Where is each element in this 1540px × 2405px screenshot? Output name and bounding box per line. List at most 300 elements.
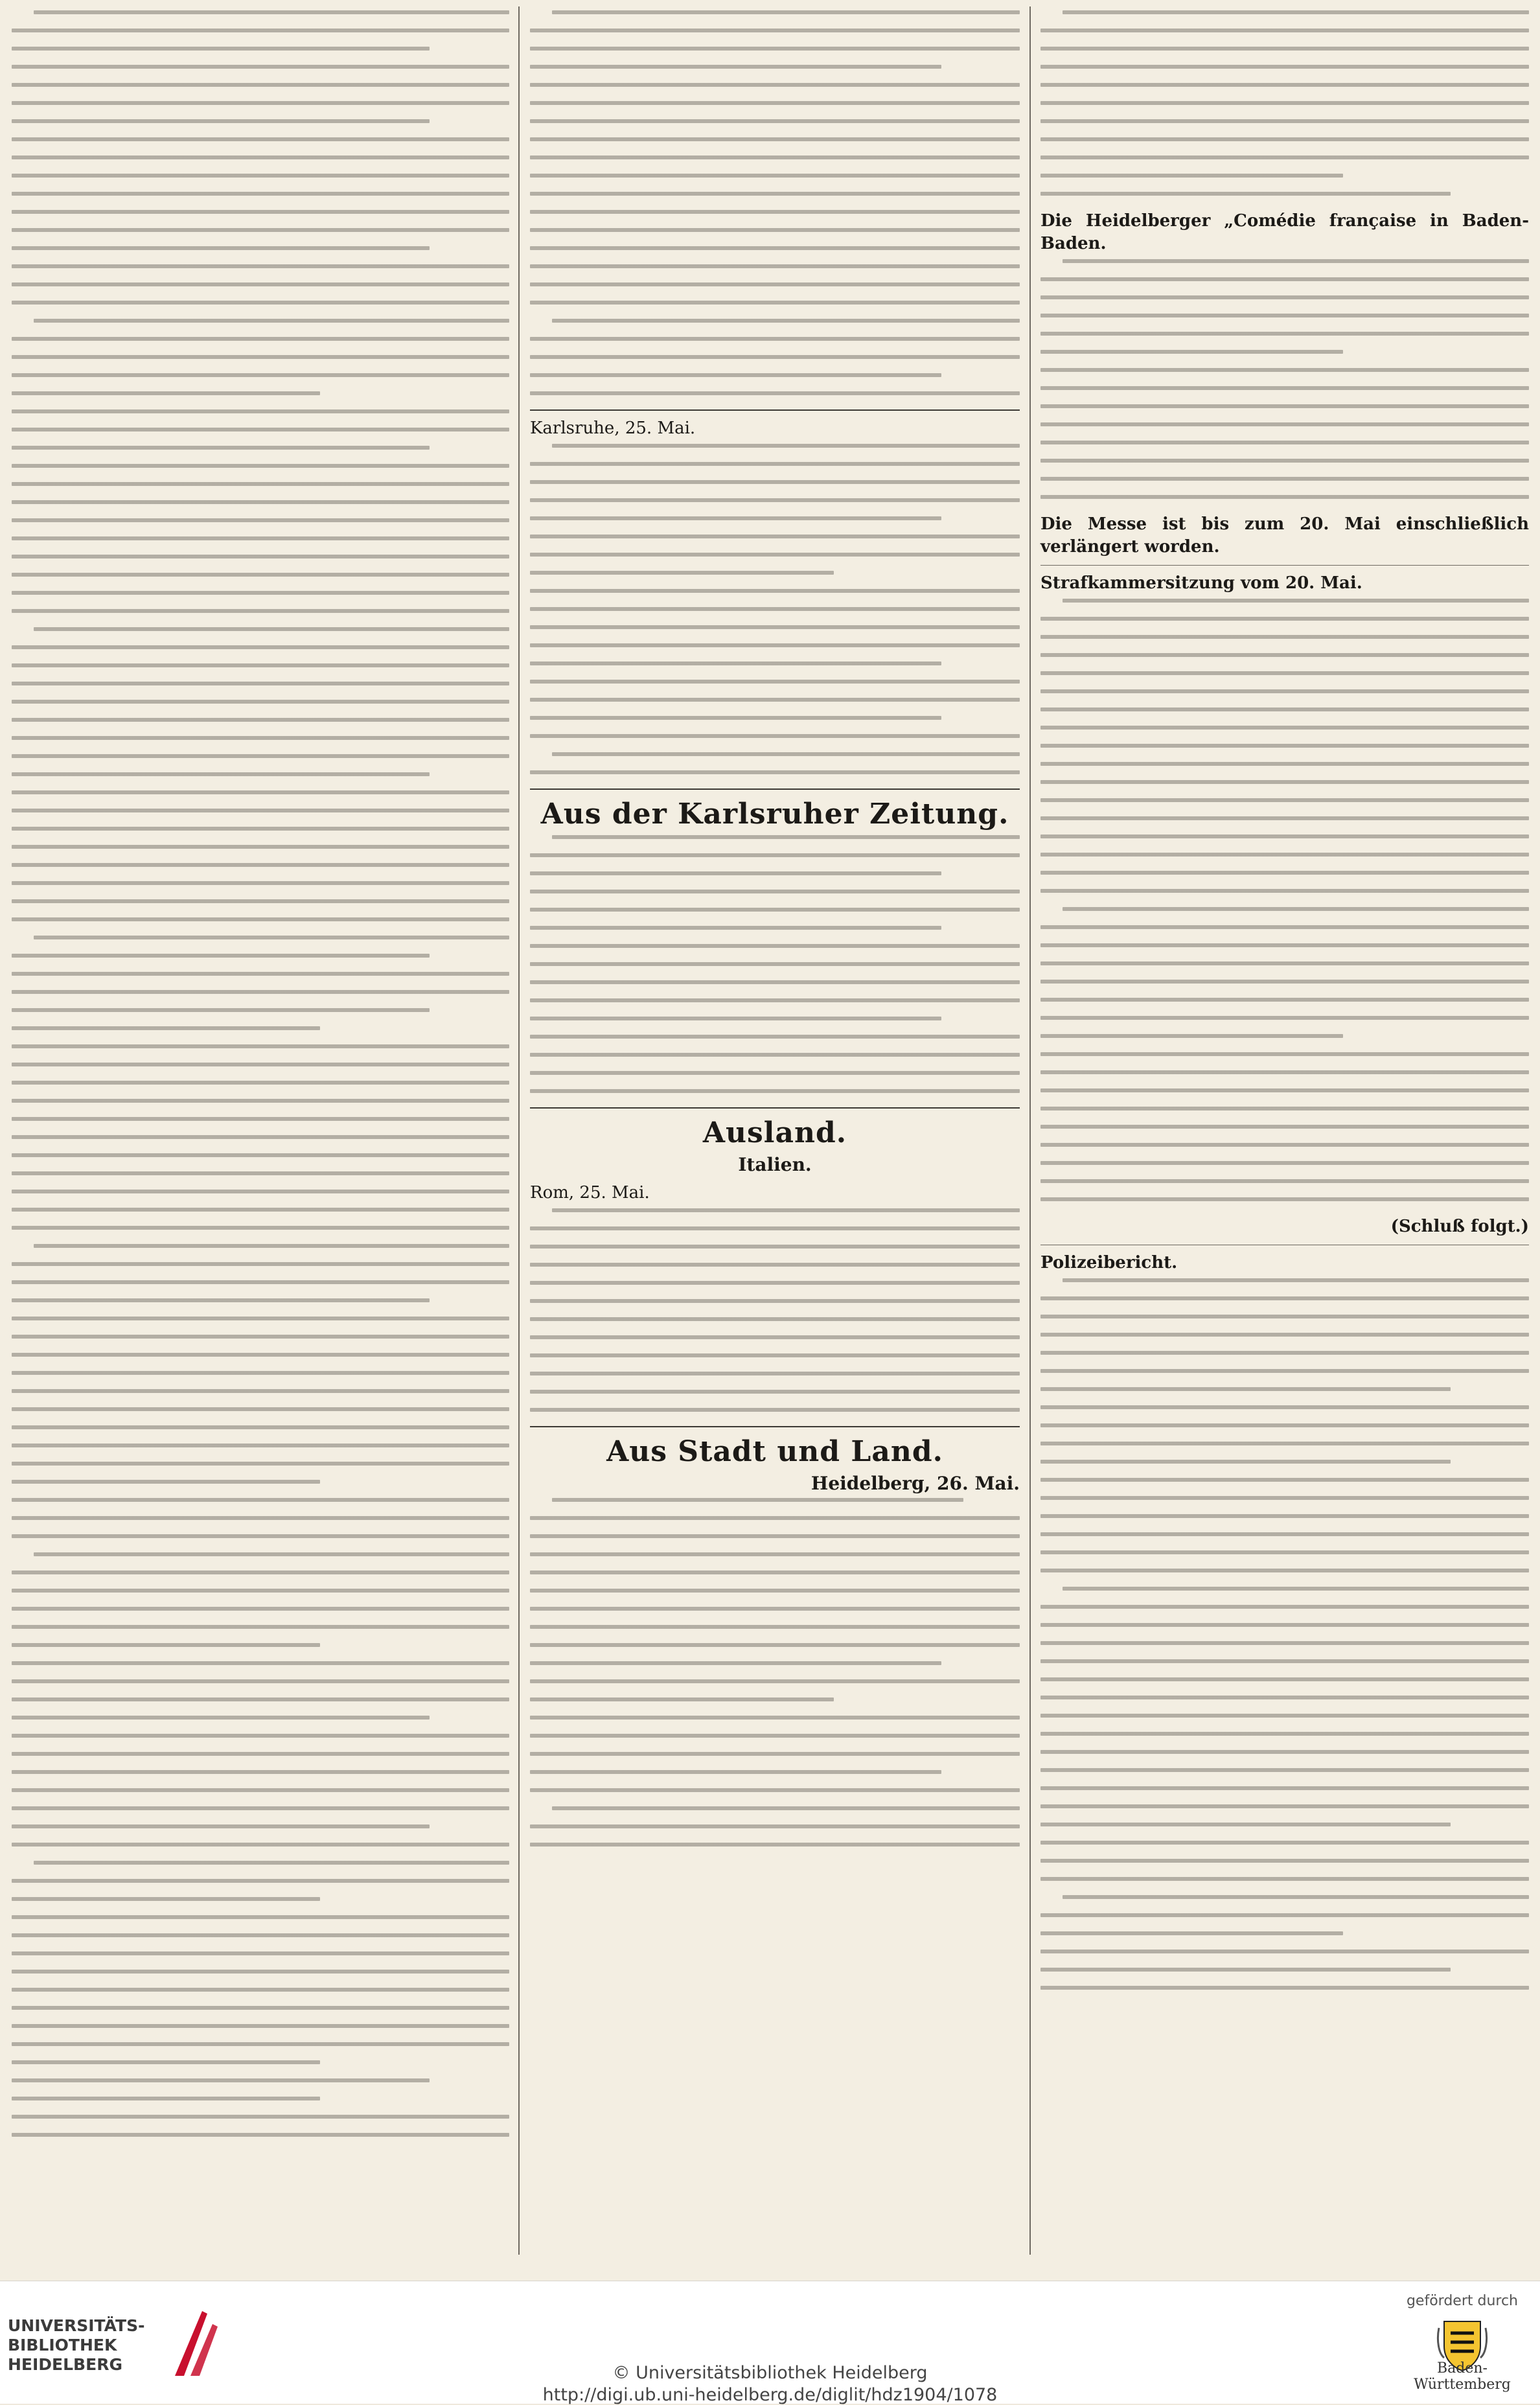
text-line — [552, 1208, 1020, 1212]
text-line — [1040, 853, 1529, 857]
text-line — [1040, 617, 1529, 621]
text-line — [12, 428, 509, 432]
text-line — [12, 1625, 509, 1629]
library-footer — [0, 2281, 1540, 2404]
text-line — [1063, 599, 1529, 603]
text-line — [12, 264, 509, 268]
text-line — [1040, 441, 1529, 444]
text-line — [530, 174, 1020, 178]
text-line — [530, 498, 1020, 502]
text-line — [530, 926, 941, 930]
text-line — [1040, 1052, 1529, 1056]
text-line — [12, 1643, 320, 1647]
text-line — [12, 1117, 509, 1121]
text-line — [530, 553, 1020, 557]
dateline: Heidelberg, 26. Mai. — [810, 1473, 1020, 1494]
text-line — [1040, 1478, 1529, 1482]
text-line — [1040, 889, 1529, 893]
text-line — [530, 355, 1020, 359]
text-line — [12, 972, 509, 976]
text-line — [12, 1063, 509, 1066]
text-line — [530, 480, 1020, 484]
text-line — [530, 246, 1020, 250]
text-line — [1040, 1841, 1529, 1845]
text-line — [12, 1988, 509, 1992]
text-line — [1040, 1623, 1529, 1627]
text-line — [530, 662, 941, 665]
text-line — [12, 2024, 509, 2028]
text-line — [1040, 1931, 1343, 1935]
text-line — [12, 1806, 509, 1810]
text-line — [1040, 744, 1529, 748]
text-line — [12, 1298, 430, 1302]
text-line — [530, 890, 1020, 893]
text-line — [530, 1552, 1020, 1556]
text-line — [530, 698, 1020, 702]
text-line — [1040, 671, 1529, 675]
text-line — [530, 391, 1020, 395]
article-lead: Strafkammersitzung vom 20. Mai. — [1040, 573, 1362, 593]
text-line — [530, 1752, 1020, 1756]
text-line — [12, 609, 509, 613]
text-line — [12, 1280, 509, 1284]
text-line — [12, 990, 509, 994]
text-line — [12, 174, 509, 178]
text-line — [12, 47, 430, 51]
text-line — [1040, 816, 1529, 820]
text-line — [1040, 980, 1529, 984]
text-line — [12, 1480, 320, 1484]
text-line — [530, 337, 1020, 341]
text-line — [12, 1353, 509, 1357]
text-line — [1040, 1659, 1529, 1663]
text-line — [1040, 998, 1529, 1002]
text-line — [530, 1788, 1020, 1792]
library-name-line: UNIVERSITÄTS- — [8, 2316, 145, 2335]
text-line — [12, 573, 509, 577]
text-line — [1040, 1088, 1529, 1092]
text-line — [12, 1444, 509, 1447]
column-rule — [518, 6, 520, 2255]
text-line — [12, 1407, 509, 1411]
text-line — [1040, 1296, 1529, 1300]
text-line — [1040, 350, 1343, 354]
text-line — [530, 1035, 1020, 1039]
divider — [530, 409, 1020, 411]
funded-by-label: gefördert durch — [1406, 2293, 1519, 2309]
text-line — [12, 65, 509, 69]
text-line — [1040, 314, 1529, 317]
text-line — [12, 1099, 509, 1103]
library-name-line: HEIDELBERG — [8, 2355, 122, 2374]
text-line — [1040, 368, 1529, 372]
text-line — [530, 301, 1020, 305]
text-line — [12, 1208, 509, 1212]
text-block — [530, 10, 1020, 395]
text-line — [530, 1017, 941, 1020]
text-line — [12, 1171, 509, 1175]
text-line — [12, 83, 509, 87]
text-line — [1040, 635, 1529, 639]
text-line — [530, 944, 1020, 948]
text-line — [12, 301, 509, 305]
text-line — [12, 1824, 430, 1828]
text-line — [1063, 1587, 1529, 1591]
text-line — [1040, 295, 1529, 299]
text-line — [1040, 1496, 1529, 1500]
text-line — [1040, 332, 1529, 336]
text-line — [530, 908, 1020, 912]
text-line — [1040, 1877, 1529, 1881]
text-line — [12, 2078, 430, 2082]
text-line — [1040, 404, 1529, 408]
text-line — [1040, 1405, 1529, 1409]
text-line — [12, 1679, 509, 1683]
column-1 — [4, 0, 517, 2261]
text-block — [530, 444, 1020, 774]
text-line — [530, 65, 941, 69]
text-line — [1040, 780, 1529, 784]
text-line — [12, 700, 509, 704]
section-subhead: Italien. — [738, 1154, 812, 1175]
text-line — [12, 863, 509, 867]
text-line — [1040, 1913, 1529, 1917]
text-line — [12, 2042, 509, 2046]
text-line — [1040, 1460, 1451, 1464]
funder-badge — [1397, 2293, 1527, 2397]
text-line — [1040, 422, 1529, 426]
text-line — [1040, 1333, 1529, 1337]
text-line — [12, 1951, 509, 1955]
text-line — [530, 119, 1020, 123]
article-note: (Schluß folgt.) — [1390, 1217, 1529, 1236]
column-2 — [522, 0, 1028, 2261]
text-line — [530, 607, 1020, 611]
text-line — [12, 1734, 509, 1738]
text-line — [12, 1788, 509, 1792]
text-line — [12, 1661, 509, 1665]
text-block — [530, 1498, 1020, 1847]
text-line — [530, 962, 1020, 966]
text-line — [12, 373, 509, 377]
text-line — [12, 1226, 509, 1230]
text-line — [530, 643, 1020, 647]
text-line — [530, 680, 1020, 684]
text-line — [1040, 83, 1529, 87]
text-line — [1040, 961, 1529, 965]
text-line — [530, 853, 1020, 857]
text-line — [1040, 65, 1529, 69]
text-line — [12, 464, 509, 468]
text-line — [1040, 1750, 1529, 1754]
text-line — [12, 1425, 509, 1429]
text-line — [530, 137, 1020, 141]
text-line — [1040, 47, 1529, 51]
text-line — [530, 1263, 1020, 1267]
text-line — [1040, 1107, 1529, 1110]
text-line — [1040, 834, 1529, 838]
text-line — [34, 627, 509, 631]
text-line — [530, 1317, 1020, 1321]
text-line — [1040, 1550, 1529, 1554]
text-line — [1040, 119, 1529, 123]
text-line — [34, 10, 509, 14]
text-line — [12, 2060, 320, 2064]
text-line — [12, 827, 509, 831]
text-line — [1040, 495, 1529, 499]
text-line — [530, 1053, 1020, 1057]
text-line — [12, 845, 509, 849]
text-line — [1040, 1950, 1529, 1953]
text-line — [12, 1589, 509, 1593]
text-line — [1040, 689, 1529, 693]
text-line — [530, 589, 1020, 593]
text-line — [12, 881, 509, 885]
text-line — [1040, 101, 1529, 105]
divider — [530, 1107, 1020, 1109]
text-line — [1040, 1677, 1529, 1681]
text-line — [12, 1571, 509, 1574]
text-line — [1040, 155, 1529, 159]
text-line — [530, 734, 1020, 738]
text-line — [1040, 1732, 1529, 1736]
text-line — [530, 101, 1020, 105]
text-line — [530, 1734, 1020, 1738]
article-lead: Die Heidelberger „Comédie française in Baden-Baden. — [1040, 211, 1529, 253]
source-url-link[interactable]: http://digi.ub.uni-heidelberg.de/diglit/hdz1904/1078 — [542, 2385, 998, 2405]
text-line — [530, 1697, 834, 1701]
text-line — [12, 2115, 509, 2119]
text-block — [530, 835, 1020, 1093]
text-line — [12, 210, 509, 214]
text-line — [530, 1643, 1020, 1647]
text-line — [12, 1317, 509, 1320]
text-line — [530, 192, 1020, 196]
text-line — [530, 264, 1020, 268]
text-line — [1063, 1278, 1529, 1282]
text-line — [1040, 1786, 1529, 1790]
text-line — [12, 29, 509, 32]
text-line — [1063, 907, 1529, 911]
text-line — [12, 1933, 509, 1937]
text-line — [530, 1607, 1020, 1611]
text-line — [12, 899, 509, 903]
state-name: Baden-Württemberg — [1414, 2360, 1511, 2393]
text-line — [530, 1824, 1020, 1828]
text-line — [12, 736, 509, 740]
text-line — [1040, 1034, 1343, 1038]
text-line — [1040, 1569, 1529, 1572]
text-line — [1040, 386, 1529, 390]
section-headline: Ausland. — [702, 1116, 847, 1149]
text-line — [530, 716, 941, 720]
text-line — [530, 998, 1020, 1002]
text-line — [12, 790, 509, 794]
text-line — [1063, 10, 1529, 14]
text-line — [1040, 1804, 1529, 1808]
column-3 — [1033, 0, 1537, 2261]
text-line — [552, 319, 1020, 323]
text-line — [1063, 259, 1529, 263]
text-line — [530, 1516, 1020, 1520]
text-line — [12, 101, 509, 105]
text-line — [530, 1716, 1020, 1720]
text-line — [12, 1462, 509, 1466]
text-line — [1040, 1143, 1529, 1147]
text-line — [12, 663, 509, 667]
text-line — [1040, 1514, 1529, 1518]
text-line — [12, 355, 509, 359]
text-line — [12, 1262, 509, 1266]
text-line — [1040, 192, 1451, 196]
text-line — [12, 1008, 430, 1012]
text-line — [12, 772, 430, 776]
text-block — [12, 10, 509, 2137]
text-line — [530, 282, 1020, 286]
text-line — [12, 192, 509, 196]
text-line — [34, 936, 509, 939]
text-line — [12, 1697, 509, 1701]
dateline: Karlsruhe, 25. Mai. — [530, 419, 696, 438]
text-line — [530, 47, 1020, 51]
text-line — [12, 1371, 509, 1375]
text-line — [12, 1335, 509, 1339]
text-line — [1040, 1070, 1529, 1074]
text-line — [1040, 798, 1529, 802]
text-line — [12, 482, 509, 486]
text-line — [12, 119, 430, 123]
text-line — [1040, 1161, 1529, 1165]
text-line — [12, 1190, 509, 1193]
text-line — [12, 718, 509, 722]
text-line — [530, 1534, 1020, 1538]
text-line — [12, 1081, 509, 1085]
text-line — [12, 246, 430, 250]
text-line — [12, 137, 509, 141]
text-line — [1040, 653, 1529, 657]
text-block — [1040, 259, 1529, 499]
text-line — [12, 1716, 430, 1720]
text-line — [1040, 762, 1529, 766]
text-line — [530, 1589, 1020, 1593]
text-line — [12, 645, 509, 649]
text-line — [12, 555, 509, 558]
text-line — [12, 446, 430, 450]
text-line — [12, 155, 509, 159]
divider — [530, 1426, 1020, 1427]
text-line — [530, 871, 941, 875]
text-line — [1040, 925, 1529, 929]
text-line — [530, 1281, 1020, 1285]
text-line — [530, 1843, 1020, 1847]
text-line — [552, 1498, 963, 1502]
text-line — [12, 2006, 509, 2010]
text-line — [12, 1534, 509, 1538]
text-line — [530, 373, 941, 377]
text-line — [34, 1552, 509, 1556]
text-line — [12, 1389, 509, 1393]
text-line — [530, 1770, 941, 1774]
text-line — [530, 228, 1020, 232]
text-line — [1040, 1369, 1529, 1373]
section-headline: Aus der Karlsruher Zeitung. — [540, 798, 1009, 831]
text-line — [530, 571, 834, 575]
text-line — [1040, 174, 1343, 178]
text-line — [12, 754, 509, 758]
text-line — [12, 518, 509, 522]
text-line — [530, 1571, 1020, 1574]
text-line — [530, 516, 941, 520]
text-line — [1040, 1315, 1529, 1318]
text-line — [12, 409, 509, 413]
text-line — [12, 1879, 509, 1883]
divider — [530, 788, 1020, 790]
text-line — [530, 1299, 1020, 1303]
text-line — [530, 29, 1020, 32]
text-line — [530, 210, 1020, 214]
text-line — [552, 1806, 1020, 1810]
text-line — [1040, 277, 1529, 281]
text-line — [1040, 1605, 1529, 1609]
divider — [1040, 565, 1529, 566]
text-line — [530, 625, 1020, 629]
text-line — [1040, 1823, 1451, 1826]
text-line — [1040, 1641, 1529, 1645]
text-line — [1040, 477, 1529, 481]
text-line — [1040, 1442, 1529, 1445]
article-lead: Polizeibericht. — [1040, 1253, 1178, 1272]
text-line — [1040, 708, 1529, 711]
text-line — [1040, 1016, 1529, 1020]
text-line — [530, 1226, 1020, 1230]
text-line — [1040, 137, 1529, 141]
text-line — [1040, 1986, 1529, 1990]
text-line — [530, 770, 1020, 774]
text-block — [1040, 10, 1529, 196]
text-line — [1040, 29, 1529, 32]
text-line — [12, 1026, 320, 1030]
text-line — [530, 980, 1020, 984]
section-headline: Aus Stadt und Land. — [606, 1435, 943, 1468]
text-line — [1040, 1968, 1451, 1972]
text-line — [530, 1353, 1020, 1357]
text-line — [530, 1335, 1020, 1339]
text-line — [1040, 726, 1529, 730]
text-line — [530, 1661, 941, 1665]
text-line — [1040, 1125, 1529, 1129]
text-line — [1040, 943, 1529, 947]
text-line — [530, 1245, 1020, 1249]
text-line — [1063, 1895, 1529, 1899]
text-line — [1040, 1351, 1529, 1355]
text-line — [12, 500, 509, 504]
text-line — [530, 1372, 1020, 1375]
text-line — [1040, 1768, 1529, 1772]
text-line — [12, 1516, 509, 1520]
text-line — [12, 2097, 320, 2100]
text-line — [530, 1089, 1020, 1093]
text-line — [12, 1897, 320, 1901]
text-line — [1040, 1387, 1451, 1391]
text-line — [530, 462, 1020, 466]
text-line — [1040, 1696, 1529, 1699]
text-line — [530, 83, 1020, 87]
text-line — [12, 1970, 509, 1973]
text-block — [1040, 1278, 1529, 1990]
text-line — [1040, 1532, 1529, 1536]
text-line — [12, 591, 509, 595]
text-line — [1040, 1859, 1529, 1863]
